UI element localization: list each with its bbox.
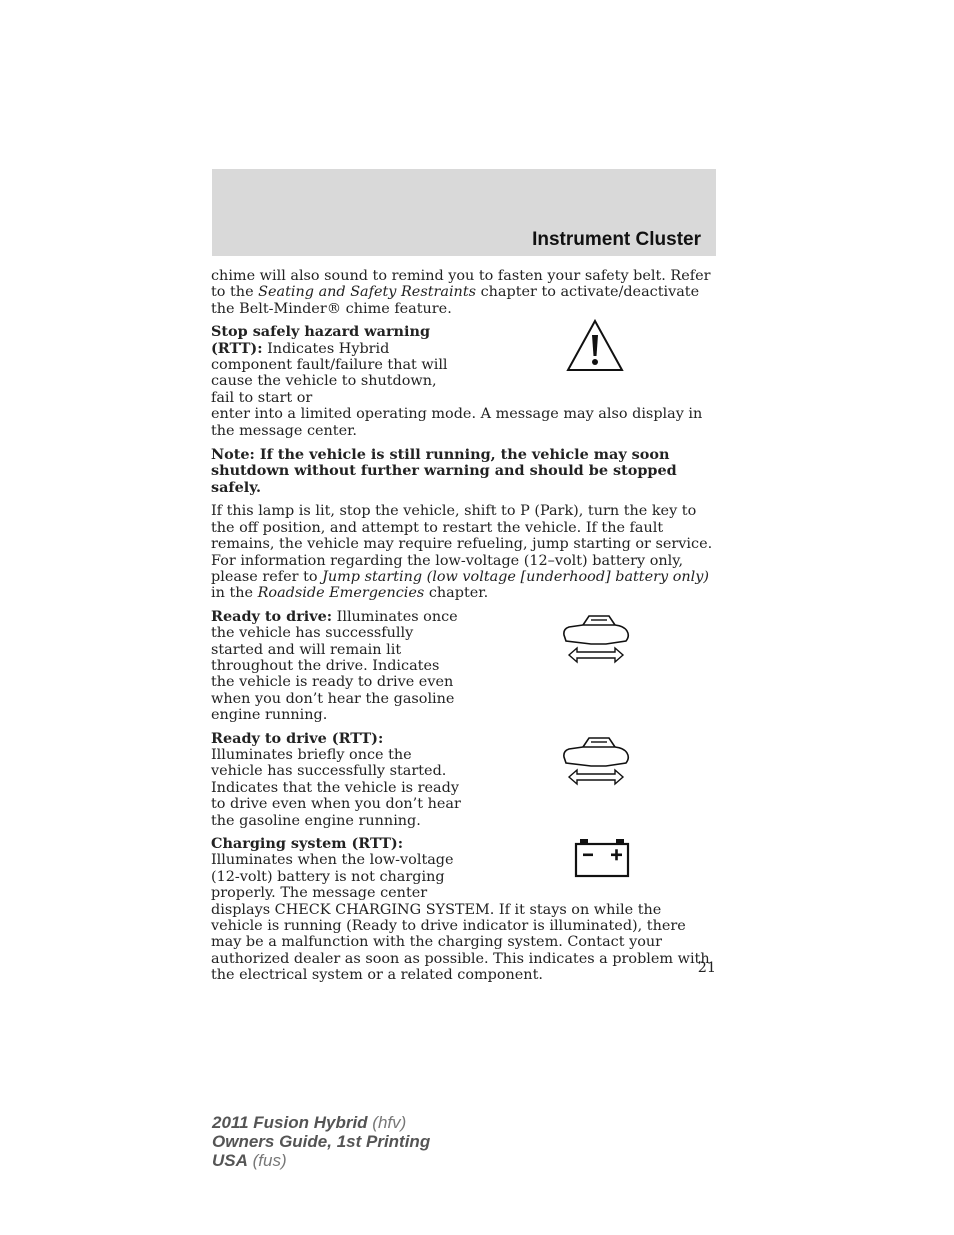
lamp-text-1: If this lamp is lit, stop the vehicle, shift to P (Park), turn the key to the off position, and attempt to restart the vehicle. If the fault remains, the vehicle may require refueling, jump starting or service. For information regarding the low-voltage (12–volt) battery only, please refer to	[211, 503, 713, 585]
footer-market: USA	[212, 1151, 248, 1170]
ready-to-drive-body: Illuminates once the vehicle has successfully started and will remain lit throughout the drive. Indicates the vehicle is ready to drive even when you don’t hear the gasoline engine running.	[211, 608, 458, 724]
stop-safely-text	[211, 324, 463, 406]
footer-line-2	[212, 1132, 430, 1151]
intro-text-1: chime will also sound to remind you to fasten your safety belt. Refer to the	[211, 268, 711, 301]
section-header-band	[212, 169, 716, 256]
charging-system-text	[211, 836, 463, 902]
ready-to-drive-label: Ready to drive:	[211, 607, 333, 625]
lamp-text-2: in the	[211, 585, 258, 602]
footer-line-3	[212, 1151, 430, 1170]
ready-to-drive-rtt-car-icon	[561, 733, 631, 797]
ready-to-drive-rtt-text	[211, 731, 463, 829]
lamp-lit-paragraph	[211, 503, 716, 601]
charging-system-label: Charging system (RTT):	[211, 835, 404, 852]
section-title: Instrument Cluster	[532, 229, 701, 250]
ready-to-drive-rtt-label: Ready to drive (RTT):	[211, 729, 384, 747]
footer-printing: Owners Guide, 1st Printing	[212, 1132, 431, 1151]
roadside-emergencies-reference: Roadside Emergencies	[257, 585, 425, 602]
stop-safely-body: Indicates Hybrid component fault/failure that will cause the vehicle to shutdown, fail to start or	[211, 340, 448, 406]
ready-to-drive-car-icon	[561, 611, 631, 675]
footer-market-code: (fus)	[247, 1151, 287, 1170]
page-number: 21	[697, 960, 716, 976]
charging-system-body: Illuminates when the low-voltage (12-volt) battery is not charging properly. The message center	[211, 852, 454, 902]
intro-chapter-reference: Seating and Safety Restraints	[258, 284, 476, 301]
document-footer	[212, 1113, 430, 1170]
charging-system-body-rest: displays CHECK CHARGING SYSTEM. If it stays on while the vehicle is running (Ready to drive indicator is illuminated), there may be a malfunction with the charging system. Contact your authorized dealer as soon as possible. This indicates a problem with the electrical system or a related component.	[211, 901, 710, 984]
page-content	[211, 268, 716, 991]
stop-safely-body-rest: enter into a limited operating mode. A message may also display in the message center.	[211, 406, 703, 439]
footer-model-code: (hfv)	[367, 1113, 407, 1132]
jump-starting-reference: Jump starting (low voltage [underhood] battery only)	[322, 568, 709, 585]
ready-to-drive-rtt-body: Illuminates briefly once the vehicle has successfully started. Indicates that the vehicle is ready to drive even when you don’t hear the gasoline engine running.	[211, 746, 461, 829]
battery-icon	[574, 838, 630, 882]
ready-to-drive-rtt-section	[211, 731, 716, 829]
intro-paragraph	[211, 268, 716, 317]
note-text: Note: If the vehicle is still running, the vehicle may soon shutdown without further warning and should be stopped safely.	[211, 446, 677, 496]
stop-safely-label: Stop safely hazard warning (RTT):	[211, 323, 431, 357]
note-paragraph	[211, 447, 716, 496]
warning-triangle-icon	[565, 318, 625, 378]
intro-text-2: chapter to activate/deactivate the Belt-Minder® chime feature.	[211, 284, 700, 317]
stop-safely-section	[211, 324, 716, 439]
charging-system-section	[211, 836, 716, 984]
footer-model: 2011 Fusion Hybrid	[212, 1113, 368, 1132]
ready-to-drive-text	[211, 609, 463, 724]
lamp-text-3: chapter.	[424, 585, 489, 602]
ready-to-drive-section	[211, 609, 716, 724]
footer-line-1	[212, 1113, 430, 1132]
